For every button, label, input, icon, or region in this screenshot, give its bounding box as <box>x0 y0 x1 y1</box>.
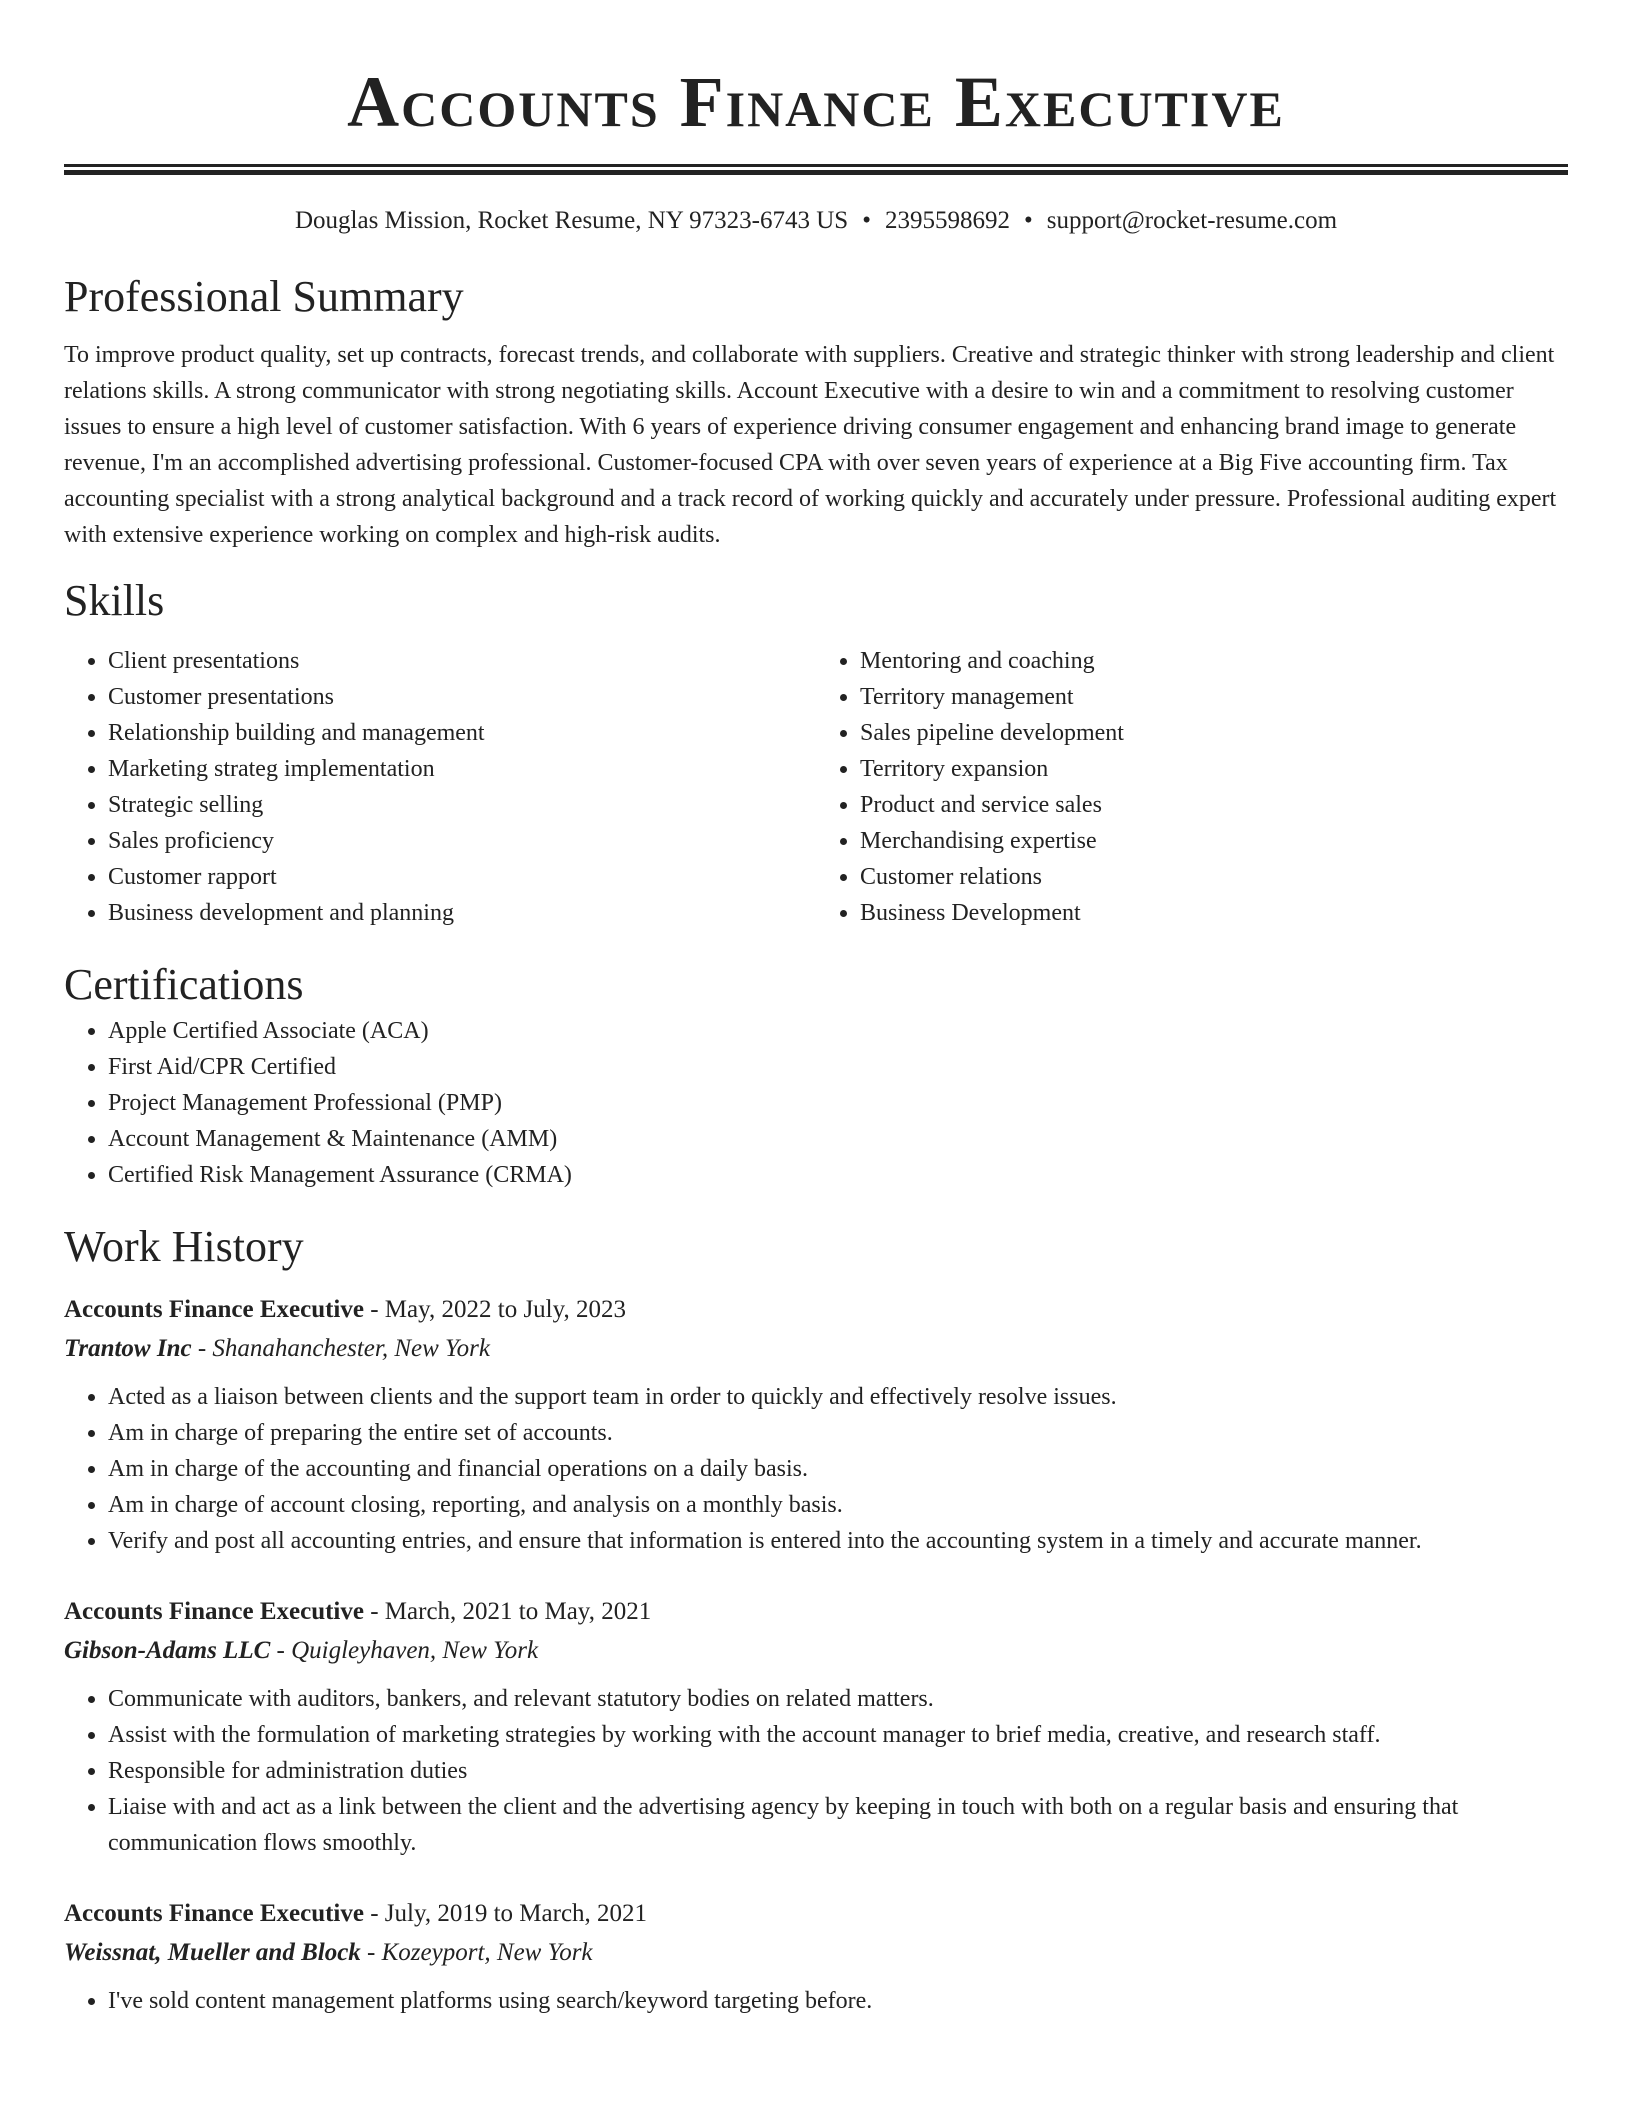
certification-item: • First Aid/CPR Certified <box>108 1049 1568 1085</box>
contact-separator: • <box>1023 207 1033 234</box>
certifications-heading: Certifications <box>64 960 304 1009</box>
job-company: Weissnat, Mueller and Block <box>64 1939 361 1966</box>
job-dates: - July, 2019 to March, 2021 <box>363 1900 648 1927</box>
job-dates: - May, 2022 to July, 2023 <box>363 1296 626 1323</box>
job-location: - Kozeyport, New York <box>360 1939 593 1966</box>
skill-item: • Territory expansion <box>860 751 1568 787</box>
job-duty: • Am in charge of the accounting and financial operations on a daily basis. <box>108 1451 1568 1487</box>
certifications-list <box>64 1013 1568 1193</box>
job-duty: • Acted as a liaison between clients and the support team in order to quickly and effectively resolve issues. <box>108 1379 1568 1415</box>
job-title: Accounts Finance Executive <box>64 1296 364 1323</box>
contact-email: support@rocket-resume.com <box>1046 207 1338 234</box>
skill-item: • Relationship building and management <box>108 715 816 751</box>
skills-heading: Skills <box>64 576 165 625</box>
work-history-heading: Work History <box>64 1222 304 1271</box>
certification-item: • Apple Certified Associate (ACA) <box>108 1013 1568 1049</box>
job-company: Gibson-Adams LLC <box>64 1637 271 1664</box>
skills-list-right <box>816 643 1568 931</box>
title-divider <box>64 164 1568 175</box>
contact-line <box>64 203 1568 239</box>
contact-separator: • <box>862 207 871 234</box>
contact-address: Douglas Mission, Rocket Resume, NY 97323-6743 US <box>294 207 849 234</box>
skill-item: • Marketing strateg implementation <box>108 751 816 787</box>
job-duty: • I've sold content management platforms using search/keyword targeting before. <box>108 1983 1568 2019</box>
job-dates: - March, 2021 to May, 2021 <box>363 1598 652 1625</box>
job-entry <box>64 1593 1568 1861</box>
certification-item: • Account Management & Maintenance (AMM) <box>108 1121 1568 1157</box>
skill-item: • Product and service sales <box>860 787 1568 823</box>
resume-page <box>64 0 1568 2019</box>
job-location: - Shanahanchester, New York <box>191 1335 490 1362</box>
skill-item: • Client presentations <box>108 643 816 679</box>
skill-item: • Mentoring and coaching <box>860 643 1568 679</box>
job-title-line <box>64 1895 1568 1933</box>
skills-columns <box>64 643 1568 931</box>
job-company: Trantow Inc <box>64 1335 192 1362</box>
job-duty: • Responsible for administration duties <box>108 1753 1568 1789</box>
skill-item: • Sales pipeline development <box>860 715 1568 751</box>
job-title: Accounts Finance Executive <box>64 1900 364 1927</box>
skills-list-left <box>64 643 816 931</box>
job-title-line <box>64 1291 1568 1329</box>
resume-title: Accounts Finance Executive <box>347 62 1285 142</box>
job-duty: • Liaise with and act as a link between the client and the advertising agency by keeping in touch with both on a regular basis and ensuring that communication flows smoothly. <box>108 1789 1568 1861</box>
job-entry <box>64 1895 1568 2019</box>
skill-item: • Business development and planning <box>108 895 816 931</box>
job-duties-list <box>64 1379 1568 1559</box>
skill-item: • Business Development <box>860 895 1568 931</box>
skill-item: • Customer rapport <box>108 859 816 895</box>
skill-item: • Strategic selling <box>108 787 816 823</box>
skill-item: • Sales proficiency <box>108 823 816 859</box>
job-title: Accounts Finance Executive <box>64 1598 364 1625</box>
job-duty: • Am in charge of account closing, reporting, and analysis on a monthly basis. <box>108 1487 1568 1523</box>
job-company-line <box>64 1329 1568 1369</box>
job-location: - Quigleyhaven, New York <box>270 1637 539 1664</box>
job-duty: • Assist with the formulation of marketing strategies by working with the account manager to brief media, creative, and research staff. <box>108 1717 1568 1753</box>
skill-item: • Customer presentations <box>108 679 816 715</box>
summary-heading: Professional Summary <box>64 272 464 321</box>
job-company-line <box>64 1631 1568 1671</box>
job-company-line <box>64 1933 1568 1973</box>
job-duties-list <box>64 1983 1568 2019</box>
summary-text: To improve product quality, set up contracts, forecast trends, and collaborate with suppliers. Creative and strategic thinker with strong leadership and client relations skills. A strong communicator with strong negotiating skills. Account Executive with a desire to win and a commitment to resolving customer issues to ensure a high level of customer satisfaction. With 6 years of experience driving consumer engagement and enhancing brand image to generate revenue, I'm an accomplished advertising professional. Customer-focused CPA with over seven years of experience at a Big Five accounting firm. Tax accounting specialist with a strong analytical background and a track record of working quickly and accurately under pressure. Professional auditing expert with extensive experience working on complex and high-risk audits. <box>64 342 1557 548</box>
job-entry <box>64 1291 1568 1559</box>
skill-item: • Territory management <box>860 679 1568 715</box>
job-duties-list <box>64 1681 1568 1861</box>
job-duty: • Communicate with auditors, bankers, and relevant statutory bodies on related matters. <box>108 1681 1568 1717</box>
skill-item: • Customer relations <box>860 859 1568 895</box>
job-duty: • Am in charge of preparing the entire set of accounts. <box>108 1415 1568 1451</box>
job-title-line <box>64 1593 1568 1631</box>
certification-item: • Project Management Professional (PMP) <box>108 1085 1568 1121</box>
certification-item: • Certified Risk Management Assurance (CRMA) <box>108 1157 1568 1193</box>
skill-item: • Merchandising expertise <box>860 823 1568 859</box>
job-duty: • Verify and post all accounting entries, and ensure that information is entered into the accounting system in a timely and accurate manner. <box>108 1523 1568 1559</box>
contact-phone: 2395598692 <box>884 207 1010 234</box>
